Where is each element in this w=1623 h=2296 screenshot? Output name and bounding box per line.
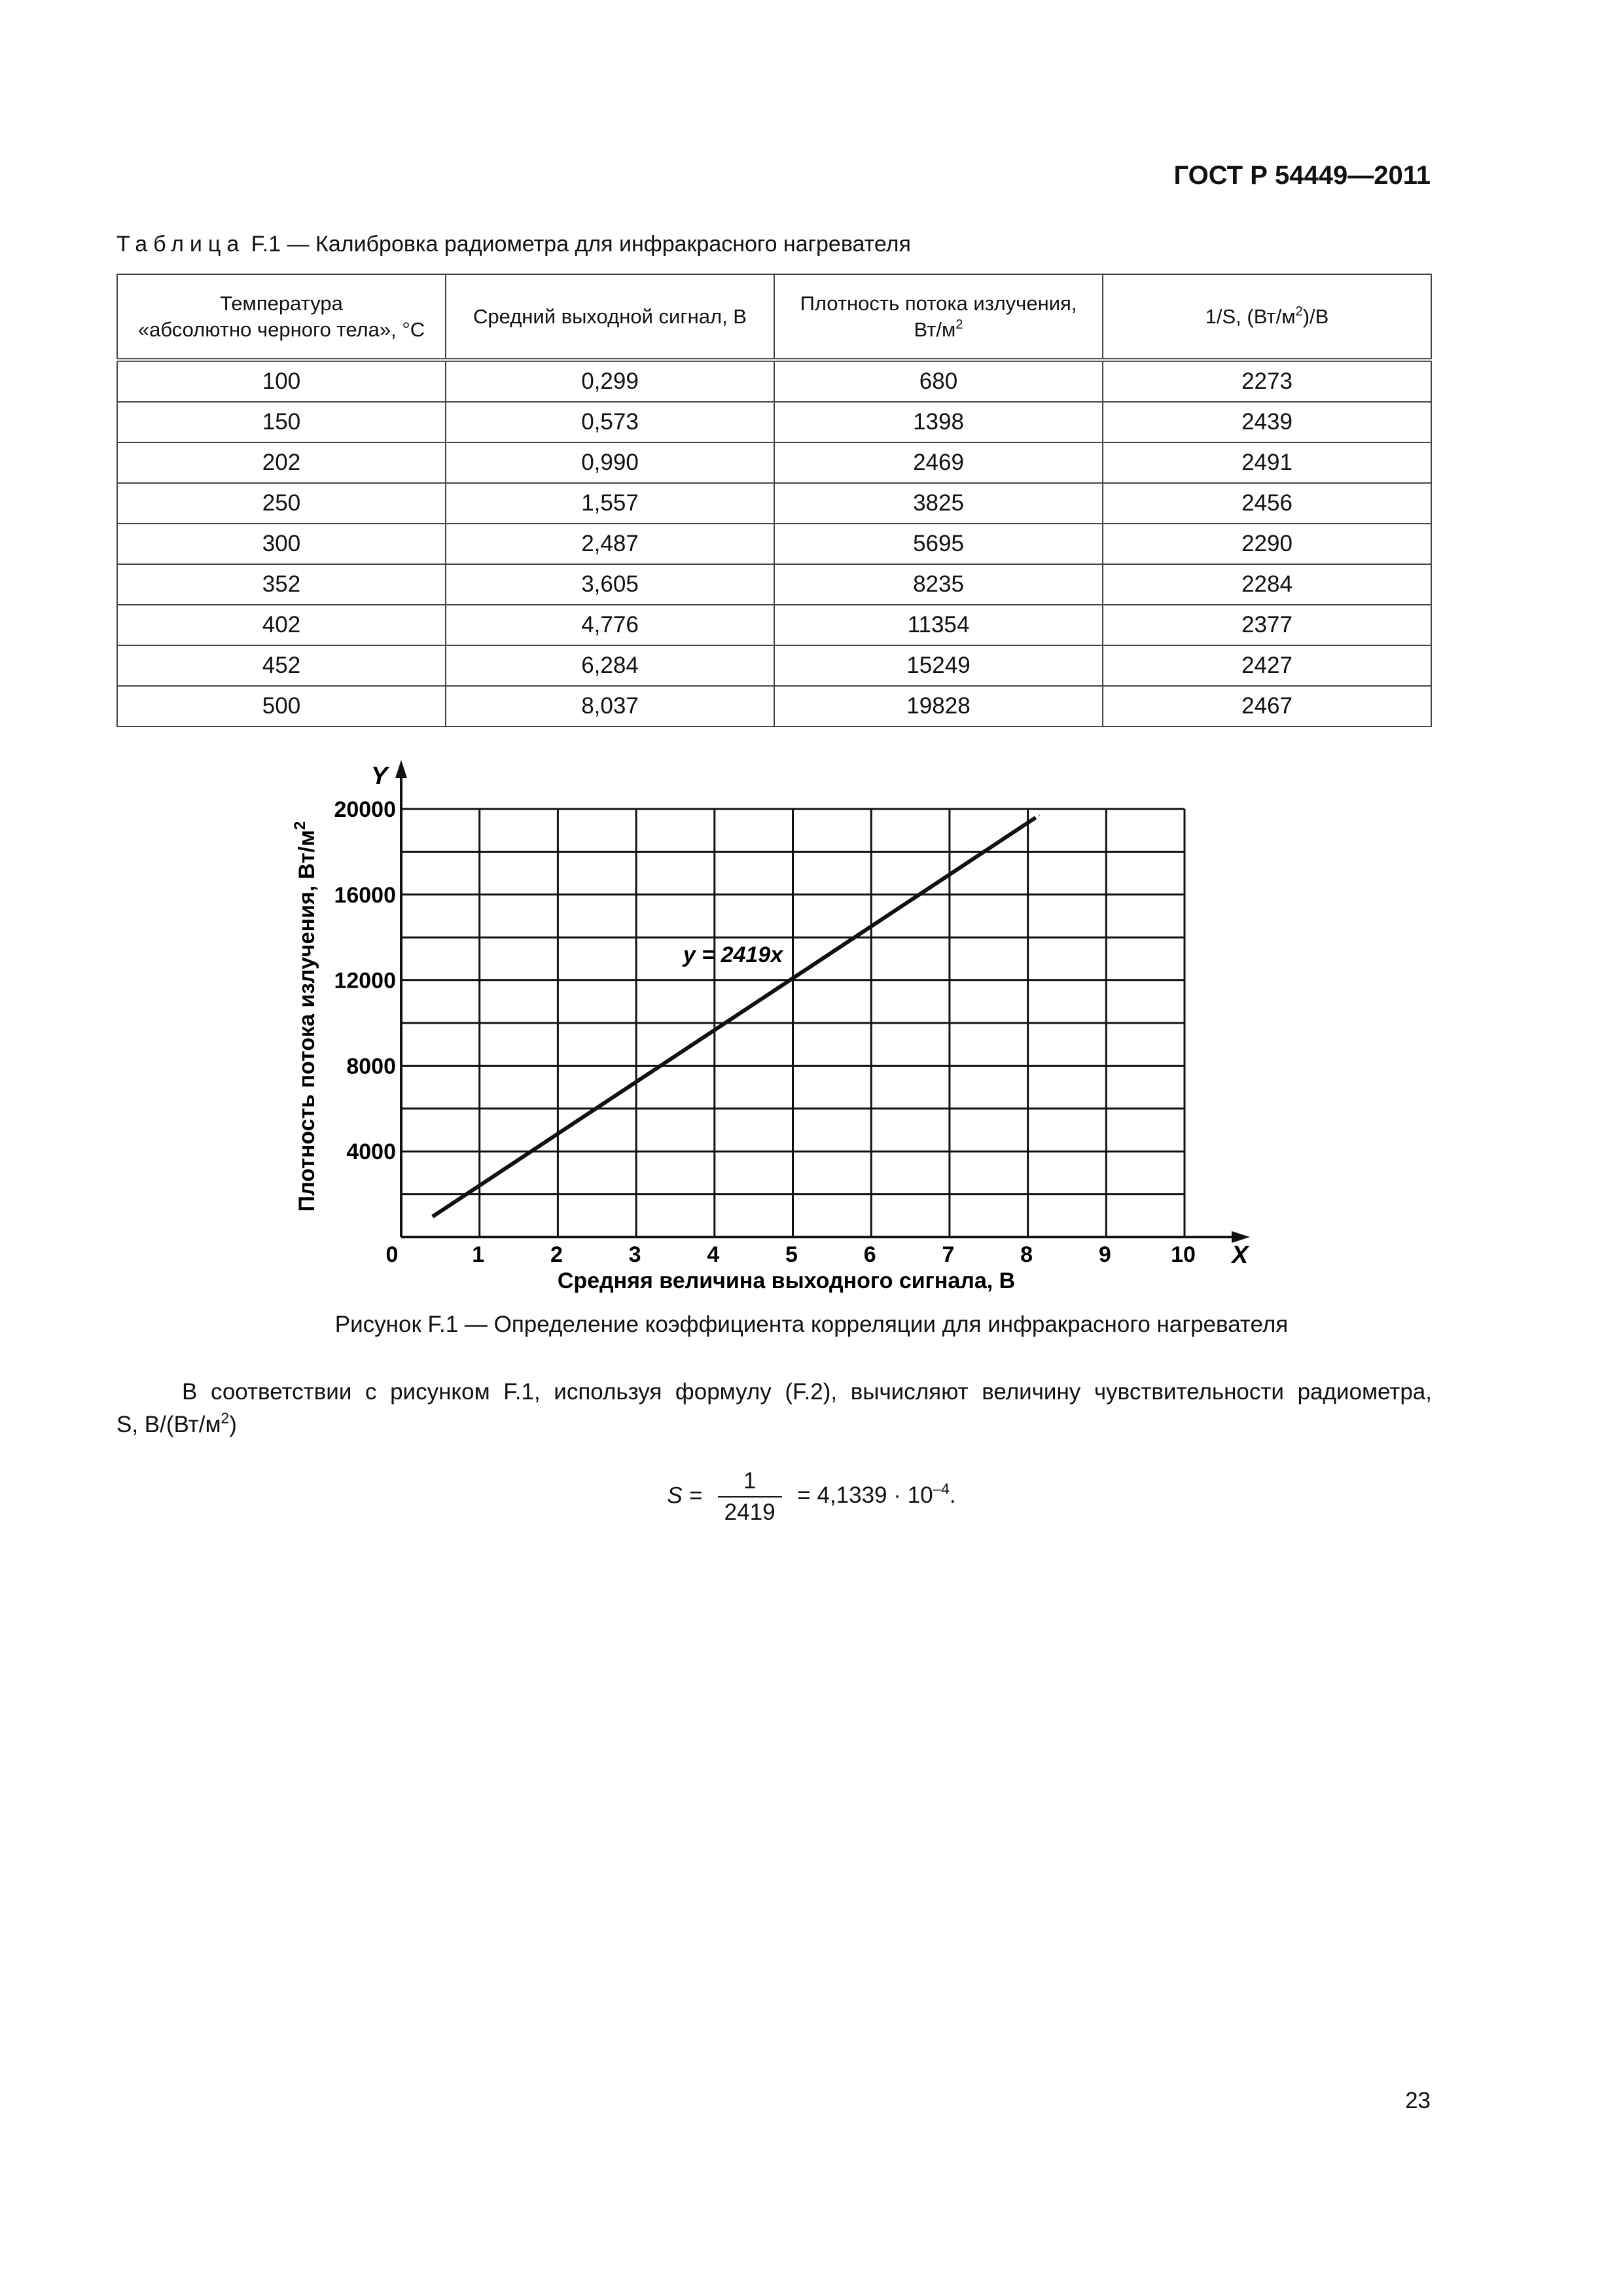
y-axis-letter: Y bbox=[371, 762, 388, 790]
table-row: 452 6,284 15249 2427 bbox=[117, 645, 1431, 686]
table-caption-text: F.1 — Калибровка радиометра для инфракрасного нагревателя bbox=[251, 232, 911, 257]
x-tick-label: 6 bbox=[863, 1242, 876, 1267]
sensitivity-formula bbox=[0, 1466, 1623, 1528]
calibration-table bbox=[116, 274, 1432, 727]
table-row: 100 0,299 680 2273 bbox=[117, 360, 1431, 402]
y-tick-label: 12000 bbox=[334, 968, 396, 994]
chart-axes bbox=[395, 760, 1250, 1243]
paragraph-line-2: S, $В/(Вт/м^2)$ bbox=[116, 1409, 237, 1437]
table-header-row bbox=[117, 274, 1431, 360]
y-tick-label: 8000 bbox=[346, 1054, 396, 1079]
table-caption bbox=[116, 232, 911, 257]
x-tick-label: 1 bbox=[472, 1242, 485, 1267]
paragraph-line-1: В соответствии с рисунком F.1, используя формулу (F.2), вычисляют величину чувствительности радиометра, bbox=[182, 1379, 1432, 1405]
table-row: 202 0,990 2469 2491 bbox=[117, 442, 1431, 483]
figure-caption: Рисунок F.1 — Определение коэффициента корреляции для инфракрасного нагревателя bbox=[334, 1312, 1289, 1337]
column-header-inverse-sensitivity: 1/S, $(Вт/м^2)/В$ bbox=[1103, 274, 1431, 360]
x-tick-label: 4 bbox=[707, 1242, 720, 1267]
formula-numerator: 1 bbox=[718, 1466, 782, 1498]
y-axis-title-superscript: 2 bbox=[291, 821, 309, 831]
x-axis-letter: X bbox=[1232, 1242, 1249, 1269]
x-tick-label: 8 bbox=[1020, 1242, 1033, 1267]
formula-lhs: S = bbox=[667, 1482, 702, 1509]
y-axis-arrow bbox=[395, 760, 407, 778]
column-header-flux-density: Плотность потока излучения, $Вт/м^2$ bbox=[774, 274, 1103, 360]
formula-denominator: 2419 bbox=[724, 1499, 776, 1525]
y-tick-label: 16000 bbox=[334, 882, 396, 908]
x-tick-label: 0 bbox=[385, 1242, 399, 1267]
equation-annotation: y = 2419x bbox=[683, 942, 783, 967]
table-row: 150 0,573 1398 2439 bbox=[117, 402, 1431, 442]
table-caption-label: Таблица bbox=[116, 232, 245, 257]
y-axis-title: Плотность потока излучения, $Вт/м^2$ bbox=[291, 821, 319, 1212]
y-tick-label: 4000 bbox=[346, 1139, 396, 1165]
x-tick-label: 9 bbox=[1098, 1242, 1111, 1267]
chart-grid bbox=[401, 809, 1185, 1237]
standard-header: ГОСТ Р 54449—2011 bbox=[1173, 161, 1431, 190]
x-tick-label: 7 bbox=[942, 1242, 955, 1267]
x-tick-label: 10 bbox=[1171, 1242, 1196, 1267]
column-header-temperature: Температура «абсолютно черного тела», °С bbox=[117, 274, 446, 360]
table-row: 402 4,776 11354 2377 bbox=[117, 605, 1431, 645]
x-axis-title: Средняя величина выходного сигнала, В bbox=[557, 1268, 1016, 1293]
formula-result: = $4,1339 \cdot 10^{-4}$. bbox=[797, 1480, 956, 1509]
calibration-chart bbox=[288, 751, 1270, 1301]
table-row: 300 2,487 5695 2290 bbox=[117, 524, 1431, 564]
column-header-output-signal: Средний выходной сигнал, В bbox=[446, 274, 774, 360]
formula-fraction bbox=[718, 1466, 782, 1528]
table-row: 250 1,557 3825 2456 bbox=[117, 483, 1431, 524]
x-tick-label: 3 bbox=[628, 1242, 641, 1267]
y-tick-label: 20000 bbox=[334, 797, 396, 822]
page-number: 23 bbox=[1405, 2088, 1431, 2113]
table-row: 500 8,037 19828 2467 bbox=[117, 686, 1431, 726]
x-tick-label: 2 bbox=[550, 1242, 563, 1267]
table-row: 352 3,605 8235 2284 bbox=[117, 564, 1431, 605]
body-paragraph bbox=[116, 1376, 1432, 1441]
x-tick-label: 5 bbox=[785, 1242, 798, 1267]
